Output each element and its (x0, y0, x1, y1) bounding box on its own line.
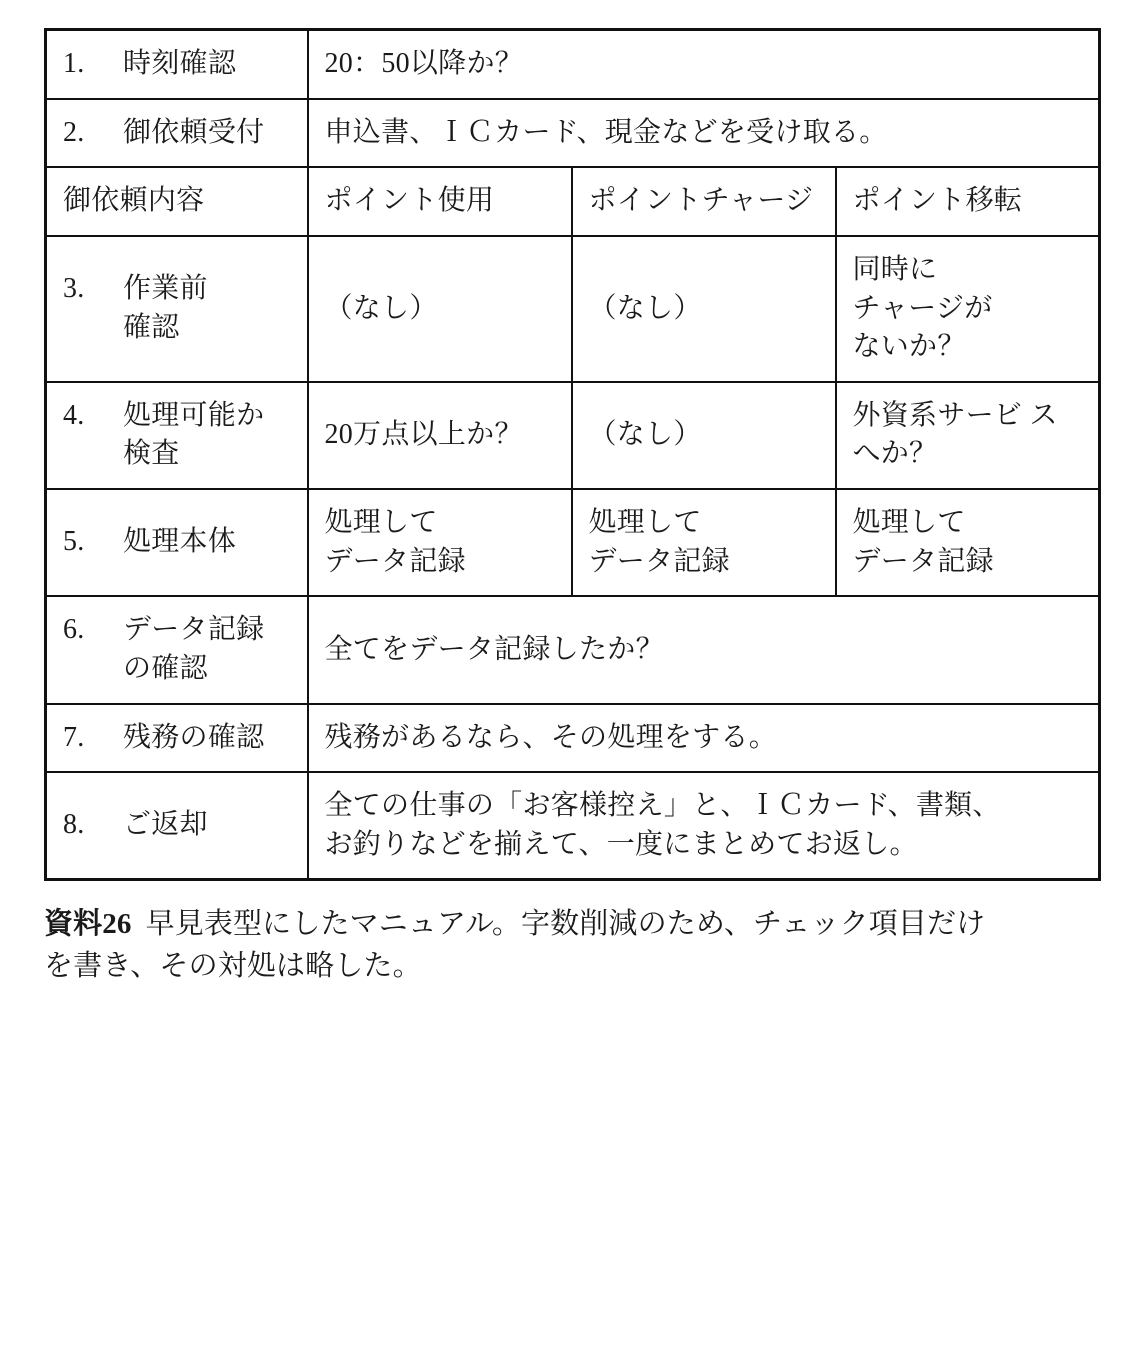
row-label-text-8: ご返却 (123, 809, 208, 841)
cell-4-point-transfer: 外資系サービ ス へか？ (836, 382, 1100, 489)
caption-text-line2: を書き、その対処は略した。 (44, 950, 422, 983)
caption-text-line1: 早見表型にしたマニュアル。字数削減のため、チェック項目だけ (145, 908, 986, 941)
row-number-1: 1. (63, 48, 85, 79)
table-row (46, 596, 1100, 703)
row-label-text-4-line1: 処理可能か (123, 399, 265, 431)
table-row (46, 99, 1100, 168)
row-number-2: 2. (63, 116, 85, 148)
row-label-8 (46, 772, 308, 880)
figure-caption (44, 903, 1100, 987)
row-number-8: 8. (63, 809, 85, 841)
row-value-6: 全てをデータ記録したか？ (308, 596, 1100, 703)
row-label-text-5: 処理本体 (123, 526, 237, 558)
row-label-text-3-line1: 作業前 (123, 273, 208, 305)
row-number-3: 3. (63, 273, 85, 305)
row-number-4: 4. (63, 399, 85, 431)
row-value-7: 残務があるなら、その処理をする。 (308, 704, 1100, 773)
row-label-text-7: 残務の確認 (123, 721, 265, 753)
row-label-7 (46, 704, 308, 773)
row-number-5: 5. (63, 526, 85, 558)
cell-3-point-use: （なし） (308, 236, 572, 382)
column-header-point-use: ポイント使用 (308, 167, 572, 236)
table-row (46, 30, 1100, 99)
manual-quick-reference-table (44, 28, 1101, 881)
cell-4-point-charge: （なし） (572, 382, 836, 489)
caption-label: 資料26 (44, 908, 132, 941)
row-number-7: 7. (63, 721, 85, 753)
row-label-5 (46, 489, 308, 596)
row-value-8: 全ての仕事の「お客様控え」と、ＩＣカード、書類、 お釣りなどを揃えて、一度にまとめてお返し。 (308, 772, 1100, 880)
row-value-1: 20：50以降か？ (308, 30, 1100, 99)
cell-3-point-charge: （なし） (572, 236, 836, 382)
row-label-6 (46, 596, 308, 703)
cell-4-point-use: 20万点以上か？ (308, 382, 572, 489)
row-label-text-4-line2: 検査 (123, 438, 180, 470)
row-label-4 (46, 382, 308, 489)
row-number-6: 6. (63, 614, 85, 646)
row-label-text-6-line2: の確認 (123, 652, 208, 684)
row-label-3 (46, 236, 308, 382)
row-label-text-1: 時刻確認 (123, 48, 237, 79)
table-row (46, 236, 1100, 382)
column-header-point-charge: ポイントチャージ (572, 167, 836, 236)
header-label: 御依頼内容 (46, 167, 308, 236)
table-row (46, 704, 1100, 773)
row-label-1 (46, 30, 308, 99)
row-label-2 (46, 99, 308, 168)
row-label-text-3-line2: 確認 (123, 311, 180, 343)
table-row (46, 382, 1100, 489)
cell-3-point-transfer: 同時に チャージが ないか？ (836, 236, 1100, 382)
cell-5-point-charge: 処理して データ記録 (572, 489, 836, 596)
cell-5-point-use: 処理して データ記録 (308, 489, 572, 596)
column-header-point-transfer: ポイント移転 (836, 167, 1100, 236)
cell-5-point-transfer: 処理して データ記録 (836, 489, 1100, 596)
table-row (46, 772, 1100, 880)
row-value-2: 申込書、ＩＣカード、現金などを受け取る。 (308, 99, 1100, 168)
table-header-row (46, 167, 1100, 236)
table-row (46, 489, 1100, 596)
row-label-text-6-line1: データ記録 (123, 614, 265, 646)
row-label-text-2: 御依頼受付 (123, 116, 265, 148)
